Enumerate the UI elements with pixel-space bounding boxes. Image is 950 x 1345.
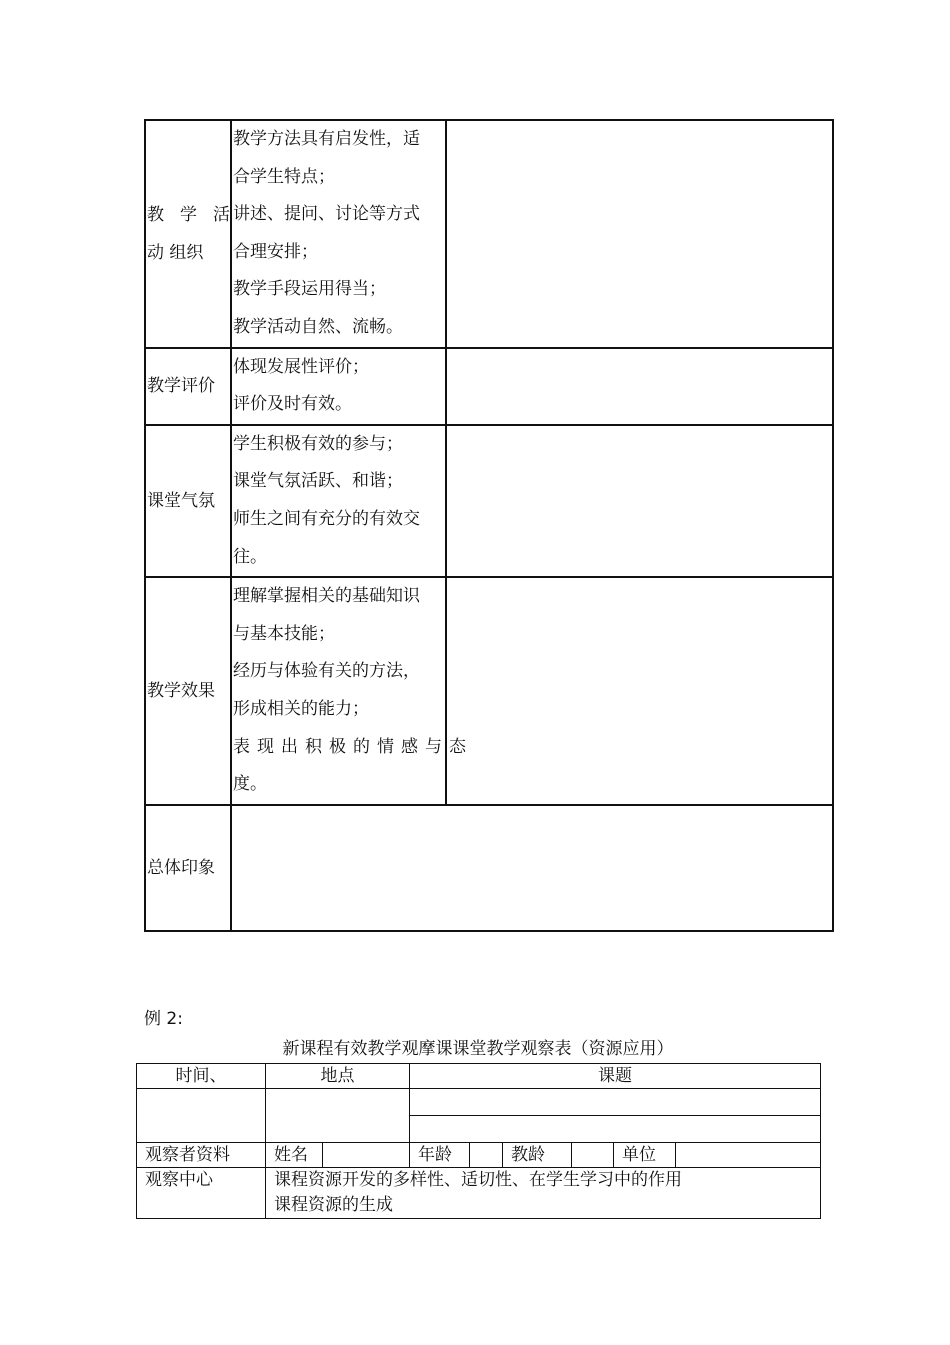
criteria-line: 体现发展性评价；	[233, 356, 369, 377]
criteria-line: 师生之间有充分的有效交	[233, 508, 420, 529]
topic-line[interactable]	[410, 1089, 820, 1116]
focus-label: 观察中心	[137, 1168, 266, 1219]
topic-cell[interactable]	[410, 1089, 821, 1143]
table-row	[145, 425, 833, 577]
table-row	[145, 577, 833, 805]
row-label: 课堂气氛	[145, 425, 231, 577]
row-label: 教学评价	[145, 348, 231, 425]
notes-cell[interactable]	[446, 425, 833, 577]
criteria-line: 与基本技能；	[233, 623, 335, 644]
observation-table-title: 新课程有效教学观摩课课堂教学观察表（资源应用）	[282, 1039, 674, 1059]
focus-item: 课程资源的生成	[274, 1195, 393, 1215]
entry-row	[137, 1089, 821, 1143]
criteria-line: 度。	[233, 774, 267, 795]
criteria-cell	[231, 425, 446, 577]
header-row	[137, 1064, 821, 1089]
time-cell[interactable]	[137, 1089, 266, 1143]
criteria-line: 合学生特点；	[233, 166, 335, 187]
notes-cell[interactable]	[446, 120, 833, 348]
observation-table	[136, 1063, 821, 1219]
criteria-line: 课堂气氛活跃、和谐；	[233, 471, 403, 492]
teaching-age-label: 教龄	[503, 1143, 572, 1168]
criteria-cell	[231, 120, 446, 348]
place-header: 地点	[266, 1064, 410, 1089]
focus-row	[137, 1168, 821, 1219]
name-label: 姓名	[266, 1143, 323, 1168]
criteria-line: 教学手段运用得当；	[233, 279, 386, 300]
criteria-line: 形成相关的能力；	[233, 698, 369, 719]
time-header: 时间、	[137, 1064, 266, 1089]
place-cell[interactable]	[266, 1089, 410, 1143]
criteria-line: 学生积极有效的参与；	[233, 433, 403, 454]
unit-field[interactable]	[676, 1143, 821, 1168]
focus-items	[266, 1168, 821, 1219]
criteria-cell	[231, 348, 446, 425]
example-label: 例 2:	[144, 1009, 183, 1029]
criteria-line: 往。	[233, 546, 267, 567]
name-field[interactable]	[323, 1143, 410, 1168]
topic-line[interactable]	[410, 1116, 820, 1142]
teaching-age-field[interactable]	[572, 1143, 614, 1168]
focus-item: 课程资源开发的多样性、适切性、在学生学习中的作用	[274, 1170, 682, 1190]
unit-label: 单位	[614, 1143, 676, 1168]
row-label: 教 学 活 动 组织	[145, 120, 231, 348]
criteria-cell	[231, 577, 473, 805]
criteria-line: 教学活动自然、流畅。	[233, 316, 403, 337]
criteria-line: 表现出积极的情感与态	[233, 736, 473, 757]
age-label: 年龄	[410, 1143, 470, 1168]
criteria-line: 讲述、提问、讨论等方式	[233, 204, 420, 225]
criteria-line: 评价及时有效。	[233, 394, 352, 415]
observer-row	[137, 1143, 821, 1168]
row-label: 教学效果	[145, 577, 231, 805]
table-row	[145, 348, 833, 425]
evaluation-table	[144, 119, 834, 932]
criteria-line: 理解掌握相关的基础知识	[233, 586, 420, 607]
notes-cell[interactable]	[446, 577, 833, 805]
notes-cell[interactable]	[231, 805, 833, 931]
criteria-line: 教学方法具有启发性，适	[233, 129, 420, 149]
table-row	[145, 805, 833, 931]
criteria-line: 经历与体验有关的方法，	[233, 661, 420, 682]
row-label: 总体印象	[145, 805, 231, 931]
criteria-line: 合理安排；	[233, 241, 318, 262]
age-field[interactable]	[470, 1143, 503, 1168]
observer-label: 观察者资料	[137, 1143, 266, 1168]
notes-cell[interactable]	[446, 348, 833, 425]
topic-header: 课题	[410, 1064, 821, 1089]
table-row	[145, 120, 833, 348]
